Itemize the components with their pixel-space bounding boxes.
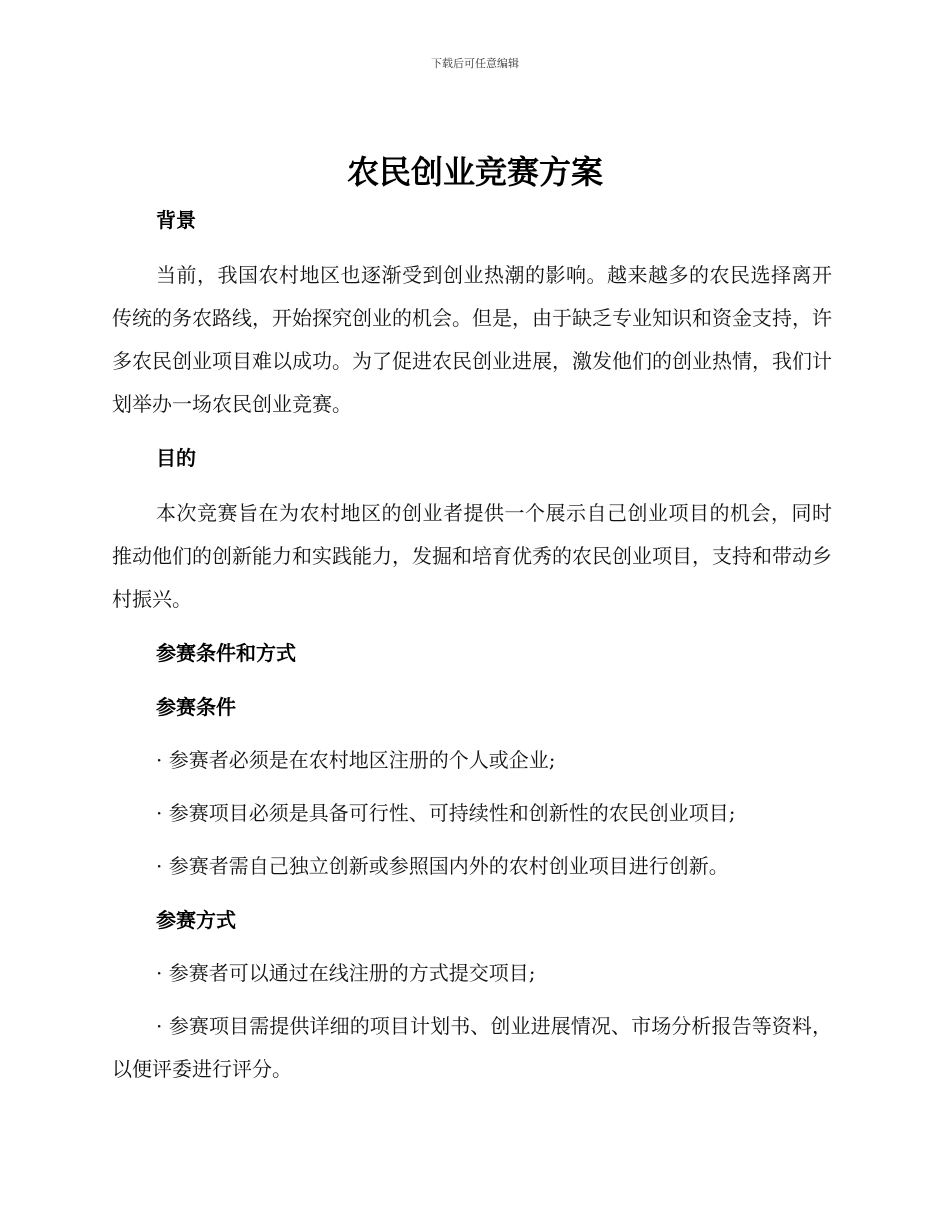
condition-list-item: · 参赛者需自己独立创新或参照国内外的农村创业项目进行创新。: [156, 854, 729, 878]
purpose-paragraph: 本次竞赛旨在为农村地区的创业者提供一个展示自己创业项目的机会，同时推动他们的创新能力和实践能力，发掘和培育优秀的农民创业项目，支持和带动乡村振兴。: [112, 501, 832, 611]
method-list-item: · 参赛项目需提供详细的项目计划书、创业进展情况、市场分析报告等资料，以便评委进行评分。: [112, 1014, 832, 1081]
section-heading-participation: 参赛条件和方式: [156, 641, 296, 665]
section-heading-background: 背景: [156, 208, 196, 232]
section-heading-purpose: 目的: [156, 446, 196, 470]
background-paragraph: 当前，我国农村地区也逐渐受到创业热潮的影响。越来越多的农民选择离开传统的务农路线，开始探究创业的机会。但是，由于缺乏专业知识和资金支持，许多农民创业项目难以成功。为了促进农民创业进展，激发他们的创业热情，我们计划举办一场农民创业竞赛。: [112, 263, 832, 416]
page-header-note: 下载后可任意编辑: [431, 57, 519, 70]
document-title: 农民创业竞赛方案: [346, 153, 603, 191]
condition-list-item: · 参赛者必须是在农村地区注册的个人或企业;: [156, 748, 556, 772]
subsection-heading-conditions: 参赛条件: [156, 695, 236, 719]
document-body: [112, 198, 832, 1091]
subsection-heading-methods: 参赛方式: [156, 908, 236, 932]
method-list-item: · 参赛者可以通过在线注册的方式提交项目;: [156, 961, 536, 985]
condition-list-item: · 参赛项目必须是具备可行性、可持续性和创新性的农民创业项目;: [156, 801, 736, 825]
